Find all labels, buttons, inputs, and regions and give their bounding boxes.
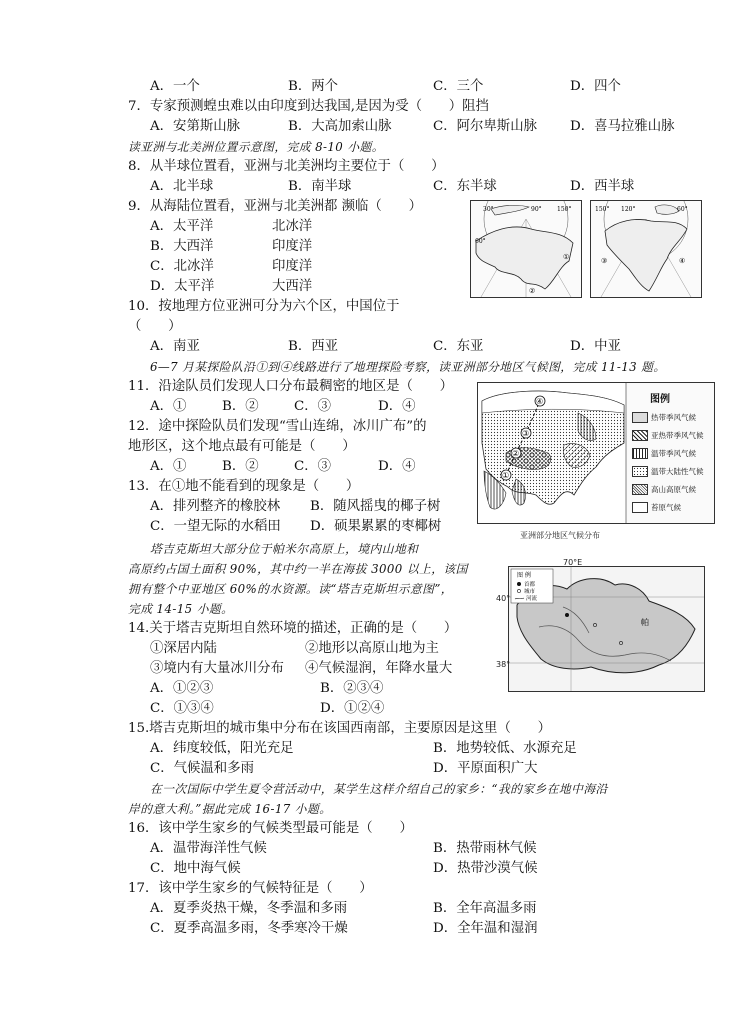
q13-option-c: C．一望无际的水稻田 — [150, 519, 281, 534]
intro-16-17-line1: 在一次国际中学生夏令营活动中，某学生这样介绍自己的家乡：“我的家乡在地中海沿 — [150, 782, 608, 796]
map1b-lat-60: 60° — [677, 206, 688, 213]
legend-subtropical-monsoon: 亚热带季风气候 — [651, 431, 704, 440]
route-point-4: ④ — [536, 397, 544, 406]
map1-lat-60: 60° — [475, 238, 486, 245]
tajik-legend-river: 河流 — [526, 596, 538, 602]
q11-stem: 11．沿途队员们发现人口分布最稠密的地区是（ ） — [128, 379, 454, 394]
q11-option-c: C．③ — [294, 399, 332, 414]
map1-mark-3: ③ — [601, 257, 608, 265]
climate-legend-title: 图例 — [650, 394, 670, 405]
legend-temperate-continental: 温带大陆性气候 — [651, 467, 704, 476]
q14-stem: 14.关于塔吉克斯坦自然环境的描述，正确的是（ ） — [128, 621, 458, 636]
q16-option-b: B．热带雨林气候 — [433, 841, 537, 856]
q7-stem: 7．专家预测蝗虫难以由印度到达我国,是因为受（ ）阻挡 — [128, 99, 489, 114]
map1-lon-150: 150° — [557, 206, 572, 213]
q11-option-d: D．④ — [378, 399, 416, 414]
map1b-lon-150: 150° — [595, 206, 610, 213]
tajik-pamir-label: 帕 — [641, 618, 649, 627]
q7-option-a: A．安第斯山脉 — [150, 119, 241, 134]
q14-fact-2: ②地形以高原山地为主 — [305, 641, 439, 656]
tajik-legend-capital: 首都 — [524, 582, 536, 588]
q12-stem: 12．途中探险队员们发现“雪山连绵，冰川广布”的 — [128, 419, 427, 434]
q10-option-d: D．中亚 — [570, 339, 621, 354]
tajik-legend-city: 城市 — [524, 589, 536, 595]
q8-stem: 8．从半球位置看，亚洲与北美洲均主要位于（ ） — [128, 159, 445, 174]
q13-option-b: B．随风摇曳的椰子树 — [310, 499, 441, 514]
map1b-lon-120: 120° — [621, 206, 636, 213]
q16-option-c: C．地中海气候 — [150, 861, 241, 876]
q16-stem: 16．该中学生家乡的气候类型最可能是（ ） — [128, 821, 413, 836]
map1-mark-2: ② — [529, 287, 536, 295]
q15-option-d: D．平原面积广大 — [433, 761, 538, 776]
q6-option-a: A．一个 — [150, 79, 200, 94]
intro-14-15-line3: 拥有整个中亚地区 60%的水资源。读“塔吉克斯坦示意图”， — [128, 582, 453, 596]
q14-option-c: C．①③④ — [150, 701, 214, 716]
route-point-1: ① — [502, 471, 510, 480]
q9-option-c-1: C．北冰洋 — [150, 259, 214, 274]
q17-option-a: A．夏季炎热干燥，冬季温和多雨 — [150, 901, 348, 916]
q9-option-d-1: D．太平洋 — [150, 279, 215, 294]
intro-14-15-line4: 完成 14-15 小题。 — [128, 602, 234, 616]
q14-fact-3: ③境内有大量冰川分布 — [150, 661, 284, 676]
intro-11-13: 6—7 月某探险队沿①到④线路进行了地理探险考察，读亚洲部分地区气候图，完成 11-13 题。 — [150, 360, 666, 374]
q16-option-d: D．热带沙漠气候 — [433, 861, 538, 876]
intro-14-15-line1: 塔吉克斯坦大部分位于帕米尔高原上，境内山地和 — [150, 542, 419, 556]
q12-option-a: A．① — [150, 459, 187, 474]
q9-option-d-2: 大西洋 — [272, 279, 313, 294]
q16-option-a: A．温带海洋性气候 — [150, 841, 267, 856]
q11-option-a: A．① — [150, 399, 187, 414]
q17-option-b: B．全年高温多雨 — [433, 901, 537, 916]
north-america-map — [590, 200, 702, 298]
intro-8-10: 读亚洲与北美洲位置示意图，完成 8-10 小题。 — [128, 140, 384, 154]
tajik-lat-40-label: 40° — [496, 594, 511, 603]
q9-option-a-1: A．太平洋 — [150, 219, 214, 234]
q10-stem-cont: （ ） — [128, 319, 182, 334]
q7-option-d: D．喜马拉雅山脉 — [570, 119, 675, 134]
q12-option-c: C．③ — [294, 459, 332, 474]
intro-14-15-line2: 高原约占国土面积 90%，其中约一半在海拔 3000 以上，该国 — [128, 562, 468, 576]
q9-option-b-1: B．大西洋 — [150, 239, 214, 254]
q14-option-b: B．②③④ — [320, 681, 384, 696]
q14-fact-1: ①深居内陆 — [150, 641, 217, 656]
q15-option-c: C．气候温和多雨 — [150, 761, 254, 776]
legend-swatch-tropical-monsoon — [632, 412, 648, 423]
q9-option-b-2: 印度洋 — [272, 239, 313, 254]
legend-tundra: 苔原气候 — [651, 503, 681, 512]
route-point-3: ③ — [522, 429, 530, 438]
q17-option-c: C．夏季高温多雨，冬季寒冷干燥 — [150, 921, 348, 936]
intro-16-17-line2: 岸的意大利。”据此完成 16-17 小题。 — [128, 802, 332, 816]
q12-stem-cont: 地形区，这个地点最有可能是（ ） — [128, 439, 356, 454]
q7-option-b: B．大高加索山脉 — [288, 119, 392, 134]
legend-temperate-monsoon: 温带季风气候 — [651, 449, 696, 458]
q13-stem: 13．在①地不能看到的现象是（ ） — [128, 479, 360, 494]
legend-tropical-monsoon: 热带季风气候 — [651, 413, 696, 422]
tajik-legend-title: 图 例 — [517, 572, 531, 579]
legend-swatch-subtropical-monsoon — [632, 430, 648, 441]
q8-option-c: C．东半球 — [433, 179, 497, 194]
legend-swatch-temperate-continental — [632, 466, 648, 477]
tajik-lon-label: 70°E — [563, 558, 583, 567]
legend-highland: 高山高原气候 — [651, 485, 696, 494]
q9-stem: 9．从海陆位置看，亚洲与北美洲都 濒临（ ） — [128, 199, 422, 214]
q17-option-d: D．全年温和湿润 — [433, 921, 538, 936]
q15-stem: 15.塔吉克斯坦的城市集中分布在该国西南部，主要原因是这里（ ） — [128, 721, 552, 736]
q13-option-d: D．硕果累累的枣椰树 — [310, 519, 442, 534]
q6-option-c: C．三个 — [433, 79, 484, 94]
map1-lon-90: 90° — [531, 206, 542, 213]
tajikistan-map — [508, 566, 705, 692]
q12-option-b: B．② — [222, 459, 259, 474]
q6-option-b: B．两个 — [288, 79, 339, 94]
q14-fact-4: ④气候湿润，年降水量大 — [305, 661, 453, 676]
map1-mark-1: ① — [563, 253, 570, 261]
q15-option-a: A．纬度较低，阳光充足 — [150, 741, 294, 756]
route-point-2: ② — [512, 449, 520, 458]
q14-option-a: A．①②③ — [150, 681, 214, 696]
q13-option-a: A．排列整齐的橡胶林 — [150, 499, 281, 514]
asia-map — [470, 200, 582, 298]
map1-lon-30: 30° — [483, 206, 494, 213]
climate-map-caption: 亚洲部分地区气候分布 — [520, 531, 600, 540]
q9-option-a-2: 北冰洋 — [272, 219, 313, 234]
q10-stem: 10．按地理方位亚洲可分为六个区，中国位于 — [128, 299, 400, 314]
q9-option-c-2: 印度洋 — [272, 259, 313, 274]
q8-option-a: A．北半球 — [150, 179, 214, 194]
q11-option-b: B．② — [222, 399, 259, 414]
legend-swatch-highland — [632, 484, 648, 495]
q14-option-d: D．①②④ — [320, 701, 385, 716]
q17-stem: 17．该中学生家乡的气候特征是（ ） — [128, 881, 373, 896]
q10-option-a: A．南亚 — [150, 339, 200, 354]
q10-option-c: C．东亚 — [433, 339, 484, 354]
q6-option-d: D．四个 — [570, 79, 621, 94]
q7-option-c: C．阿尔卑斯山脉 — [433, 119, 537, 134]
q8-option-b: B．南半球 — [288, 179, 352, 194]
q10-option-b: B．西亚 — [288, 339, 339, 354]
q8-option-d: D．西半球 — [570, 179, 635, 194]
tajik-lat-38-label: 38° — [496, 660, 511, 669]
q12-option-d: D．④ — [378, 459, 416, 474]
map1-mark-4: ④ — [679, 257, 686, 265]
legend-swatch-temperate-monsoon — [632, 448, 648, 459]
q15-option-b: B．地势较低、水源充足 — [433, 741, 577, 756]
legend-swatch-tundra — [632, 502, 648, 513]
